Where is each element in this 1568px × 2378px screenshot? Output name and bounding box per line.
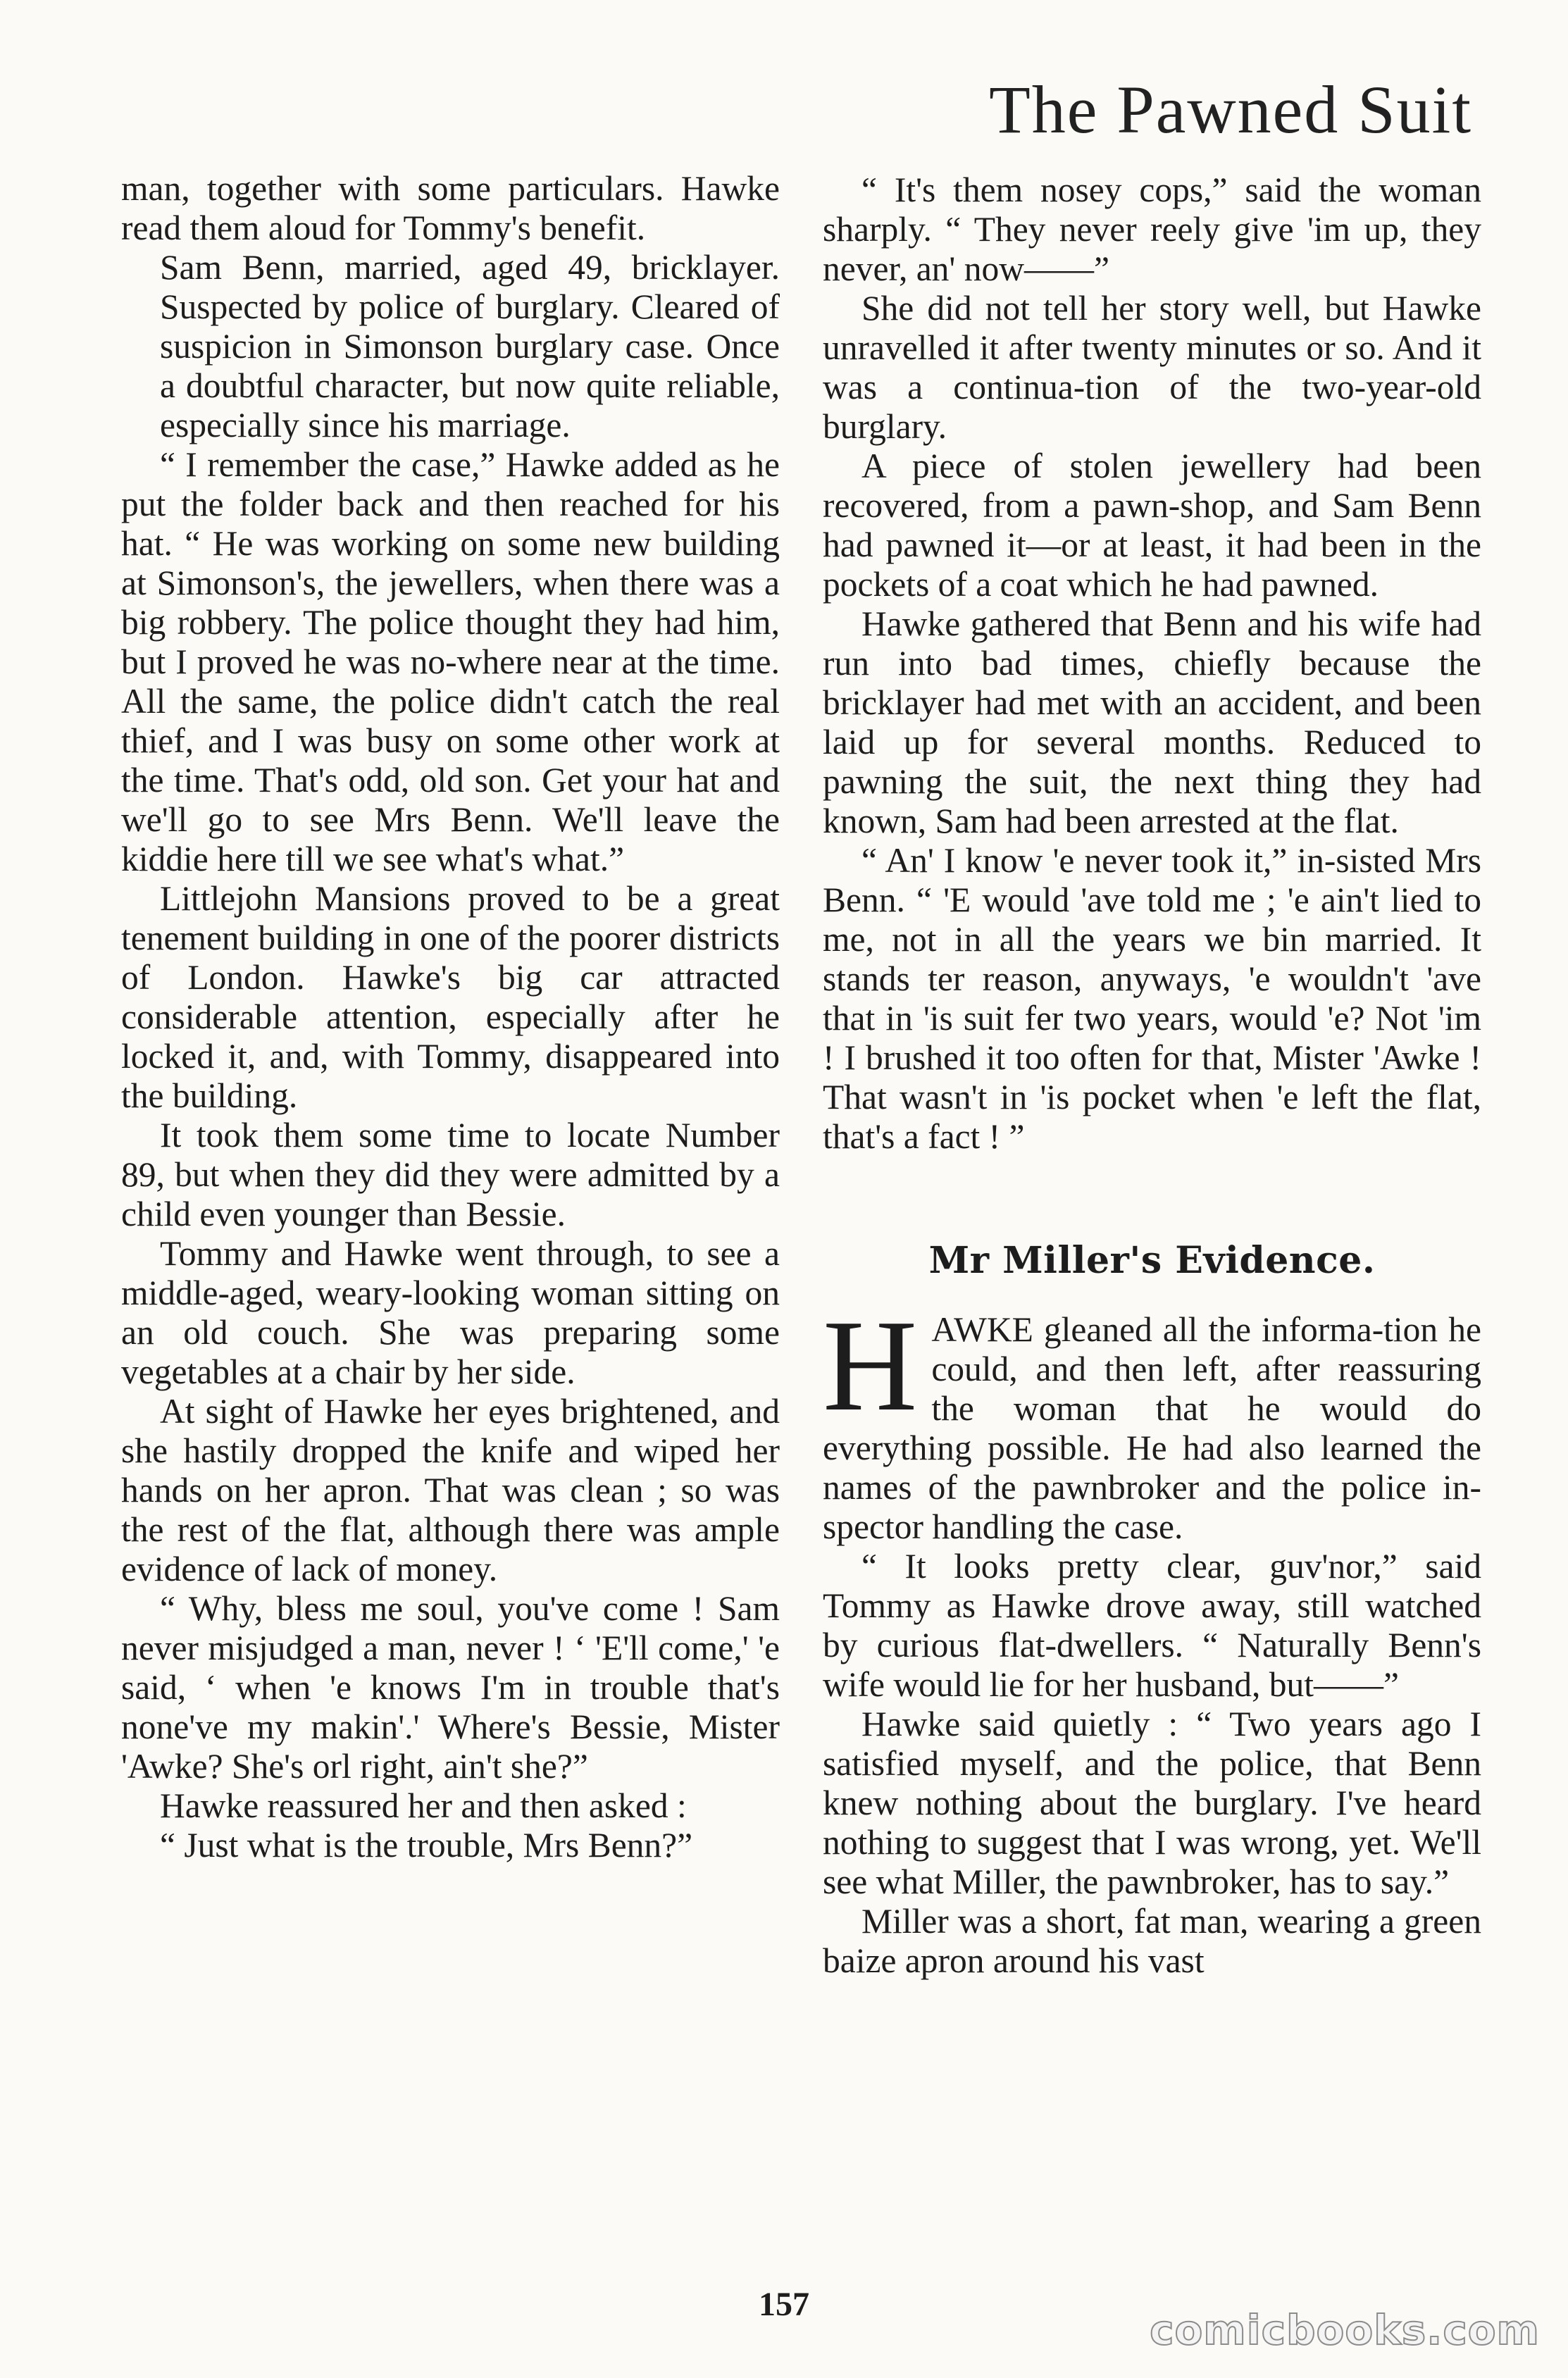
running-head: The Pawned Suit [989,72,1472,147]
paragraph: “ Why, bless me soul, you've come ! Sam never misjudged a man, never ! ‘ 'E'll come,' 'e said, ‘ when 'e knows I'm in trouble that's none've my makin'.' Where's Bessie, Mister 'Awke? She's orl right, ain't she?” [121,1589,780,1786]
right-column [823,170,1481,1981]
page-number: 157 [759,2286,809,2323]
paragraph: “ I remember the case,” Hawke added as he put the folder back and then reached for his hat. “ He was working on some new building at Simonson's, the jewellers, when there was a big robbery. The police thought they had him, but I proved he was no-where near at the time. All the same, the police didn't catch the real thief, and I was busy on some other work at the time. That's odd, old son. Get your hat and we'll go to see Mrs Benn. We'll leave the kiddie here till we see what's what.” [121,445,780,878]
paragraph: Hawke said quietly : “ Two years ago I satisfied myself, and the police, that Benn knew nothing about the burglary. I've heard nothing to suggest that I was wrong, yet. We'll see what Miller, the pawnbroker, has to say.” [823,1705,1481,1901]
left-column [121,169,780,1865]
police-record-quote: Sam Benn, married, aged 49, bricklayer. Suspected by police of burglary. Cleared of suspicion in Simonson burglary case. Once a doubtful character, but now quite reliable, especially since his marriage. [160,248,780,444]
paragraph: Tommy and Hawke went through, to see a middle-aged, weary-looking woman sitting on an old couch. She was preparing some vegetables at a chair by her side. [121,1234,780,1391]
paragraph: “ An' I know 'e never took it,” in-sisted Mrs Benn. “ 'E would 'ave told me ; 'e ain't lied to me, not in all the years we bin married. It stands ter reason, anyways, 'e wouldn't 'ave that in 'is suit fer two years, would 'e? Not 'im ! I brushed it too often for that, Mister 'Awke ! That wasn't in 'is pocket when 'e left the flat, that's a fact ! ” [823,841,1481,1156]
paragraph: A piece of stolen jewellery had been recovered, from a pawn-shop, and Sam Benn had pawned it—or at least, it had been in the pockets of a coat which he had pawned. [823,447,1481,604]
paragraph-with-dropcap [823,1293,1481,1547]
drop-cap: H [823,1293,918,1438]
watermark: comicbooks.com [1150,2306,1540,2354]
paragraph-text: AWKE gleaned all the informa-tion he could, and then left, after reassuring the woman that he would do everything possible. He had also learned the names of the pawnbroker and the police in-spector handling the case. [823,1310,1481,1546]
paragraph: “ It's them nosey cops,” said the woman sharply. “ They never reely give 'im up, they never, an' now——” [823,170,1481,288]
paragraph: It took them some time to locate Number 89, but when they did they were admitted by a child even younger than Bessie. [121,1116,780,1233]
paragraph: Miller was a short, fat man, wearing a green baize apron around his vast [823,1902,1481,1980]
paragraph: At sight of Hawke her eyes brightened, and she hastily dropped the knife and wiped her hands on her apron. That was clean ; so was the rest of the flat, although there was ample evidence of lack of money. [121,1392,780,1588]
section-heading: Mr Miller's Evidence. [928,1239,1376,1282]
paragraph: Hawke reassured her and then asked : [160,1786,687,1825]
paragraph: She did not tell her story well, but Hawke unravelled it after twenty minutes or so. And it was a continua-tion of the two-year-old burglary. [823,289,1481,446]
paragraph: man, together with some particulars. Hawke read them aloud for Tommy's benefit. [121,169,780,247]
paragraph: Littlejohn Mansions proved to be a great tenement building in one of the poorer districts of London. Hawke's big car attracted considerable attention, especially after he locked it, and, with Tommy, disappeared into the building. [121,879,780,1115]
paragraph: “ It looks pretty clear, guv'nor,” said Tommy as Hawke drove away, still watched by curious flat-dwellers. “ Naturally Benn's wife would lie for her husband, but——” [823,1547,1481,1704]
paragraph: Hawke gathered that Benn and his wife had run into bad times, chiefly because the bricklayer had met with an accident, and been laid up for several months. Reduced to pawning the suit, the next thing they had known, Sam had been arrested at the flat. [823,604,1481,840]
paragraph: “ Just what is the trouble, Mrs Benn?” [160,1826,693,1865]
